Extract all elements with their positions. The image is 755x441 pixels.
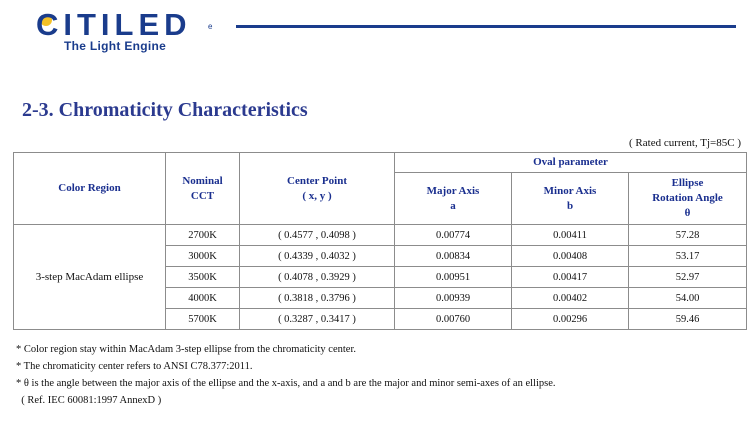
cell-major-axis: 0.00951 — [395, 267, 512, 288]
cell-rotation-angle: 57.28 — [629, 225, 747, 246]
footnote-2: * The chromaticity center refers to ANSI C78.377:2011. — [16, 361, 253, 372]
measurement-condition: ( Rated current, Tj=85C ) — [629, 137, 741, 149]
cell-major-axis: 0.00939 — [395, 288, 512, 309]
cell-minor-axis: 0.00411 — [512, 225, 629, 246]
cell-rotation-angle: 54.00 — [629, 288, 747, 309]
cell-rotation-angle: 52.97 — [629, 267, 747, 288]
cell-center-point: ( 0.3287 , 0.3417 ) — [240, 309, 395, 330]
cell-major-axis: 0.00774 — [395, 225, 512, 246]
cell-center-point: ( 0.3818 , 0.3796 ) — [240, 288, 395, 309]
cell-cct: 3000K — [166, 246, 240, 267]
footnotes — [16, 341, 555, 409]
cell-center-point: ( 0.4339 , 0.4032 ) — [240, 246, 395, 267]
header-major-axis: Major Axis a — [395, 173, 512, 225]
registered-mark: e — [208, 22, 213, 31]
cell-cct: 3500K — [166, 267, 240, 288]
section-title: 2-3. Chromaticity Characteristics — [22, 99, 308, 121]
header-oval-parameter: Oval parameter — [395, 153, 747, 173]
brand-logo: CITILED — [36, 7, 192, 42]
cell-minor-axis: 0.00408 — [512, 246, 629, 267]
cell-major-axis: 0.00760 — [395, 309, 512, 330]
header-nominal-cct: Nominal CCT — [166, 153, 240, 225]
cell-rotation-angle: 53.17 — [629, 246, 747, 267]
header-minor-axis: Minor Axis b — [512, 173, 629, 225]
cell-cct: 5700K — [166, 309, 240, 330]
cell-minor-axis: 0.00296 — [512, 309, 629, 330]
cell-minor-axis: 0.00402 — [512, 288, 629, 309]
header-center-point: Center Point ( x, y ) — [240, 153, 395, 225]
cell-center-point: ( 0.4078 , 0.3929 ) — [240, 267, 395, 288]
header-rotation-angle: Ellipse Rotation Angle θ — [629, 173, 747, 225]
footnote-reference: ( Ref. IEC 60081:1997 AnnexD ) — [16, 395, 162, 406]
chromaticity-table — [13, 152, 747, 330]
header-color-region: Color Region — [14, 153, 166, 225]
footnote-3: * θ is the angle between the major axis of the ellipse and the x-axis, and a and b are the major and minor semi-axes of an ellipse. — [16, 378, 556, 389]
table-row — [14, 225, 747, 246]
brand-tagline: The Light Engine — [64, 39, 167, 53]
footnote-1: * Color region stay within MacAdam 3-step ellipse from the chromaticity center. — [16, 344, 356, 355]
cell-center-point: ( 0.4577 , 0.4098 ) — [240, 225, 395, 246]
header-divider — [236, 25, 736, 28]
cell-cct: 4000K — [166, 288, 240, 309]
cell-rotation-angle: 59.46 — [629, 309, 747, 330]
cell-minor-axis: 0.00417 — [512, 267, 629, 288]
cell-color-region: 3-step MacAdam ellipse — [14, 225, 166, 330]
cell-major-axis: 0.00834 — [395, 246, 512, 267]
cell-cct: 2700K — [166, 225, 240, 246]
page-header — [0, 0, 755, 60]
